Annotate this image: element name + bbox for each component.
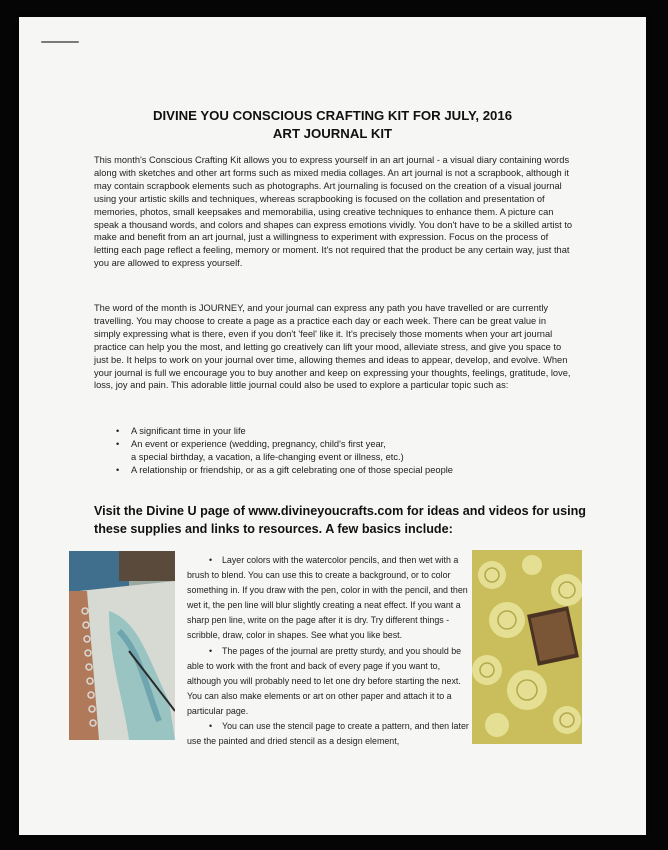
page-title — [19, 107, 646, 143]
tip-item-2: • The pages of the journal are pretty sturdy, and you should be able to work with the front and back of every page if you want to, although you will probably need to let one dry before starting the next. You can also make elements or art on other paper and attach it to a particular page. — [187, 644, 472, 719]
title-line-2: ART JOURNAL KIT — [272, 126, 393, 141]
visit-heading: Visit the Divine U page of www.divineyoucrafts.com for ideas and videos for using these supplies and links to resources. A few basics include: — [94, 504, 586, 536]
journal-watercolor-photo — [69, 551, 175, 740]
stencil-photo — [472, 550, 582, 744]
instruction-sheet — [19, 17, 646, 835]
topic-item-2: • An event or experience (wedding, pregnancy, child's first year, — [94, 438, 574, 451]
staple-mark — [41, 41, 79, 43]
tip-item-1: • Layer colors with the watercolor pencils, and then wet with a brush to blend. You can use this to create a background, or to color something in. If you draw with the pen, color in with the pencil, and then wet it, the pen line will blur slightly creating a neat effect. If you want a sharp pen line, write on the page after it is dry. Try different things - scribble, draw, color in shapes. See what you like best. — [187, 553, 472, 644]
tips-list — [187, 553, 472, 749]
topic-item-2-cont-text: a special birthday, a vacation, a life-changing event or illness, etc.) — [131, 452, 404, 462]
topic-item-1: • A significant time in your life — [94, 425, 574, 438]
topic-item-2-continued — [94, 451, 574, 464]
tip-item-3: • You can use the stencil page to create a pattern, and then later use the painted and dried stencil as a design element, — [187, 719, 472, 749]
journey-paragraph: The word of the month is JOURNEY, and your journal can express any path you have travelled or are currently travelling. You may choose to create a page as a practice each day or each week. There can be great value in simply expressing what is there, even if you don't 'feel' like it. It's precisely those moments when your art journal practice can help you the most, and letting go creatively can lift your mood, alleviate stress, and give you space to just be. It helps to work on your journal over time, allowing themes and ideas to appear, develop, and evolve. When your journal is full we encourage you to buy another and keep on expressing your thoughts, feelings, gratitude, love, loss, joy and pain. This adorable little journal could also be used to explore a particular topic such as: — [94, 303, 571, 391]
intro-paragraph: This month's Conscious Crafting Kit allows you to express yourself in an art journal - a visual diary containing words along with sketches and other art forms such as mixed media collages. An art journal is not a scrapbook, although it may contain scrapbook elements such as photographs. Art journaling is focused on the creation of a visual journal using your artistic skills and techniques, whereas scrapbooking is focused on the collation and presentation of memories, photos, small keepsakes and memorabilia, using creative techniques to enhance them. A picture can speak a thousand words, and colors and shapes can express emotions vividly. You don't have to be a skilled artist to make and benefit from an art journal, just a willingness to experiment with expression. Focus on the process of letting each page reflect a feeling, memory or moment. It's not required that the product be any certain way, just that you are allowed to express yourself. — [94, 155, 573, 269]
topic-item-3: • A relationship or friendship, or as a gift celebrating one of those special people — [94, 464, 574, 477]
topic-list — [94, 425, 574, 477]
title-line-1: DIVINE YOU CONSCIOUS CRAFTING KIT FOR JULY, 2016 — [152, 108, 513, 123]
